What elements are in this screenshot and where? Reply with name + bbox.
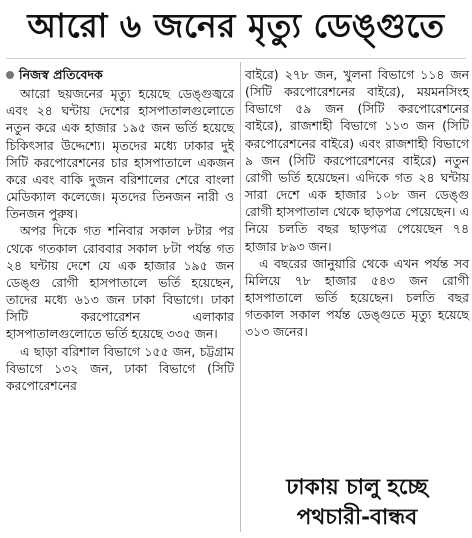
paragraph: অপর দিকে গত শনিবার সকাল ৮টার পর থেকে গতকাল রোববার সকাল ৮টা পর্যন্ত গত ২৪ ঘন্টায় দেশে যে এক হাজার ১৯৫ জন ডেঙ্গু রোগী হাসপাতালে ভর্তি হয়েছেন, তাদের মধ্যে ৬১৩ জন ঢাকা বিভাগে। ঢাকা সিটি করপোরেশন এলাকার হাসপাতালগুলোতে ভর্তি হয়েছে ৩৩৫ জন। xyxy=(6,223,234,342)
byline xyxy=(6,66,234,83)
headline-divider xyxy=(6,58,466,59)
next-headline-line: ঢাকায় চালু হচ্ছে xyxy=(286,475,428,500)
column-divider xyxy=(240,62,241,532)
headline: আরো ৬ জনের মৃত্যু ডেঙ্গুতে xyxy=(27,6,445,45)
paragraph: এ বছরের জানুয়ারি থেকে এখন পর্যন্ত সব মিলিয়ে ৭৮ হাজার ৫৪৩ জন রোগী হাসপাতালে ভর্তি হয়েছেন। চলতি বছর গতকাল সকাল পর্যন্ত ডেঙ্গুতে মৃত্যু হয়েছে ৩১৩ জনের। xyxy=(245,255,469,340)
byline-text: নিজস্ব প্রতিবেদক xyxy=(19,67,103,82)
article-column-right xyxy=(245,66,469,341)
bullet-icon xyxy=(6,71,14,79)
paragraph: বাইরে) ২৭৮ জন, খুলনা বিভাগে ১১৪ জন (সিটি করপোরেশনের বাইরে), ময়মনসিংহ বিভাগে ৫৯ জন (সিটি করপোরেশনের বাইরে), রাজশাহী বিভাগে ১১৩ জন (সিটি করপোরেশনের বাইরে) এবং রাজশাহী বিভাগে ৯ জন (সিটি করপোরেশনের বাইরে) নতুন রোগী ভর্তি হয়েছেন। এদিকে গত ২৪ ঘন্টায় সারা দেশে এক হাজার ১০৮ জন ডেঙ্গু রোগী হাসপাতাল থেকে ছাড়পত্র পেয়েছেন। এ নিয়ে চলতি বছর ছাড়পত্র পেয়েছেন ৭৪ হাজার ৮৯৩ জন। xyxy=(245,67,469,254)
paragraph: আরো ছয়জনের মৃত্যু হয়েছে ডেঙ্গুজ্বরে এবং ২৪ ঘন্টায় দেশের হাসপাতালগুলোতে নতুন করে এক হাজার ১৯৫ জন ভর্তি হয়েছে চিকিৎসার উদ্দেশ্যে। মৃতদের মধ্যে ঢাকার দুই সিটি করপোরেশনের চার হাসপাতালে একজন করে এবং বাকি দুজন বরিশালের শেরে বাংলা মেডিক্যাল কলেজে। মৃতদের তিনজন নারী ও তিনজন পুরুষ। xyxy=(6,86,234,222)
next-article-headline xyxy=(245,473,469,533)
paragraph: এ ছাড়া বরিশাল বিভাগে ১৫৫ জন, চট্টগ্রাম বিভাগে ১৩২ জন, ঢাকা বিভাগে (সিটি করপোরেশনের xyxy=(6,343,234,393)
article-column-left xyxy=(6,66,234,394)
next-headline-line: পথচারী-বান্ধব xyxy=(296,505,418,530)
